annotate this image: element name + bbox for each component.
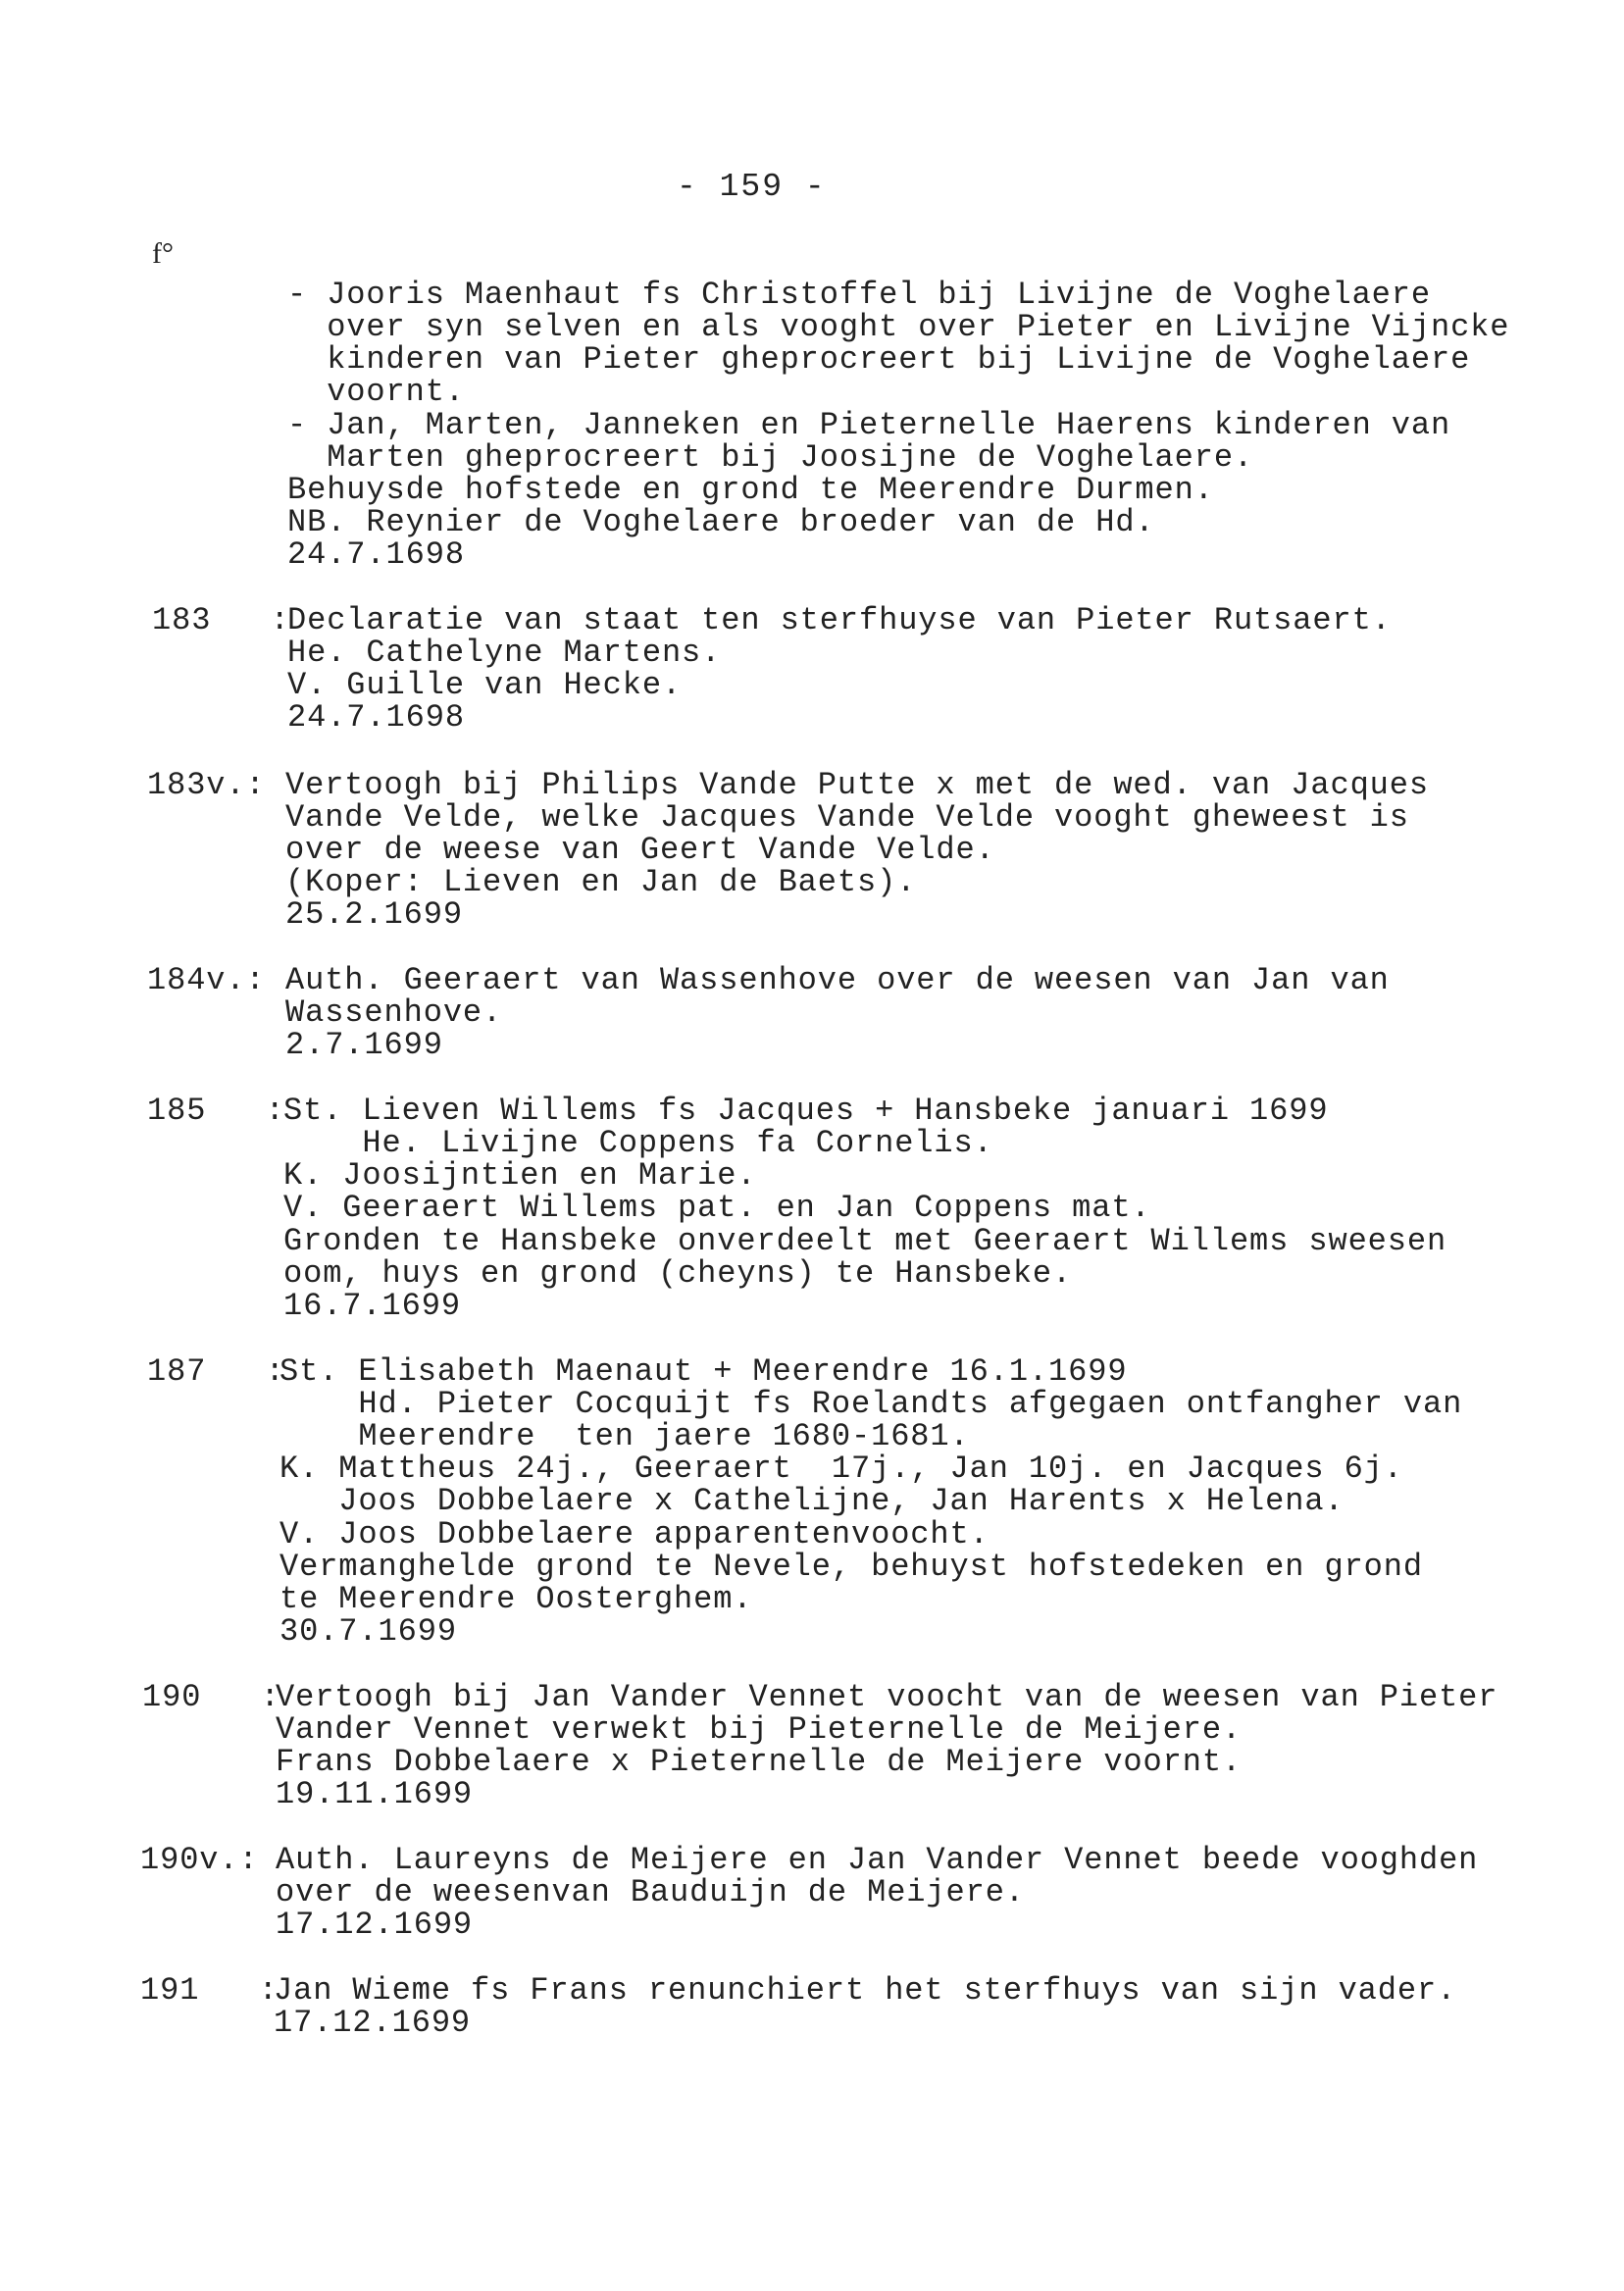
folio-number: 183v.: — [147, 767, 266, 803]
entry-line: Hd. Pieter Cocquijt fs Roelandts afgegaen ontfangher van — [279, 1386, 1463, 1422]
entry-line: oom, huys en grond (cheyns) te Hansbeke. — [283, 1255, 1073, 1292]
entry-line: Vertoogh bij Jan Vander Vennet voocht van de weesen van Pieter — [276, 1679, 1498, 1715]
entry-line: K. Joosijntien en Marie. — [283, 1157, 757, 1194]
entry-line: - Jooris Maenhaut fs Christoffel bij Livijne de Voghelaere — [287, 277, 1431, 313]
entry-line: Gronden te Hansbeke onverdeelt met Geeraert Willems sweesen — [283, 1223, 1447, 1259]
folio-number: 185 : — [147, 1093, 285, 1129]
folio-number: 183 : — [152, 602, 290, 638]
entry-date: 25.2.1699 — [285, 896, 463, 933]
entry-line: Behuysde hofstede en grond te Meerendre Durmen. — [287, 472, 1214, 508]
entry-date: 16.7.1699 — [283, 1288, 461, 1324]
entry-line: Jan Wieme fs Frans renunchiert het sterfhuys van sijn vader. — [274, 1972, 1457, 2009]
entry-line: NB. Reynier de Voghelaere broeder van de Hd. — [287, 504, 1155, 540]
entry-line: kinderen van Pieter gheprocreert bij Livijne de Voghelaere — [287, 341, 1471, 378]
entry-line: Declaratie van staat ten sterfhuyse van Pieter Rutsaert. — [287, 602, 1392, 638]
entry-line: voornt. — [287, 374, 465, 410]
page-number: - 159 - — [677, 169, 827, 205]
entry-line: Vande Velde, welke Jacques Vande Velde vooght gheweest is — [285, 799, 1409, 836]
entry-line: He. Livijne Coppens fa Cornelis. — [283, 1125, 993, 1161]
entry-line: Auth. Laureyns de Meijere en Jan Vander Vennet beede vooghden — [276, 1842, 1479, 1878]
folio-label: f° — [152, 237, 174, 270]
entry-line: over de weese van Geert Vande Velde. — [285, 832, 995, 868]
entry-line: (Koper: Lieven en Jan de Baets). — [285, 864, 917, 900]
folio-number: 190 : — [142, 1679, 280, 1715]
folio-number: 190v.: — [140, 1842, 259, 1878]
entry-line: St. Elisabeth Maenaut + Meerendre 16.1.1699 — [279, 1353, 1128, 1390]
entry-line: St. Lieven Willems fs Jacques + Hansbeke januari 1699 — [283, 1093, 1329, 1129]
entry-line: Vermanghelde grond te Nevele, behuyst hofstedeken en grond — [279, 1549, 1423, 1585]
entry-line: Marten gheprocreert bij Joosijne de Voghelaere. — [287, 439, 1254, 476]
entry-date: 19.11.1699 — [276, 1776, 474, 1812]
entry-line: Vander Vennet verwekt bij Pieternelle de Meijere. — [276, 1711, 1243, 1748]
entry-line: Wassenhove. — [285, 994, 503, 1031]
entry-line: Vertoogh bij Philips Vande Putte x met de wed. van Jacques — [285, 767, 1429, 803]
folio-number: 191 : — [140, 1972, 279, 2009]
folio-number: 187 : — [147, 1353, 285, 1390]
entry-line: - Jan, Marten, Janneken en Pieternelle Haerens kinderen van — [287, 407, 1451, 443]
entry-line: Joos Dobbelaere x Cathelijne, Jan Harents x Helena. — [279, 1483, 1345, 1519]
entry-date: 24.7.1698 — [287, 699, 465, 736]
entry-line: K. Mattheus 24j., Geeraert 17j., Jan 10j. en Jacques 6j. — [279, 1451, 1403, 1487]
entry-line: V. Guille van Hecke. — [287, 667, 683, 703]
entry-date: 24.7.1698 — [287, 536, 465, 573]
entry-line: Auth. Geeraert van Wassenhove over de weesen van Jan van — [285, 962, 1390, 998]
entry-line: over de weesenvan Bauduijn de Meijere. — [276, 1874, 1025, 1910]
entry-line: V. Geeraert Willems pat. en Jan Coppens mat. — [283, 1190, 1151, 1226]
entry-line: Frans Dobbelaere x Pieternelle de Meijere voornt. — [276, 1744, 1243, 1780]
entry-line: V. Joos Dobbelaere apparentenvoocht. — [279, 1516, 990, 1553]
entry-line: Meerendre ten jaere 1680-1681. — [279, 1418, 970, 1454]
entry-date: 17.12.1699 — [276, 1907, 474, 1943]
entry-date: 2.7.1699 — [285, 1027, 443, 1063]
folio-number: 184v.: — [147, 962, 266, 998]
entry-line: He. Cathelyne Martens. — [287, 635, 722, 671]
entry-line: over syn selven en als vooght over Pieter en Livijne Vijncke — [287, 309, 1510, 345]
entry-date: 30.7.1699 — [279, 1613, 457, 1650]
entry-date: 17.12.1699 — [274, 2005, 472, 2041]
entry-line: te Meerendre Oosterghem. — [279, 1581, 753, 1617]
